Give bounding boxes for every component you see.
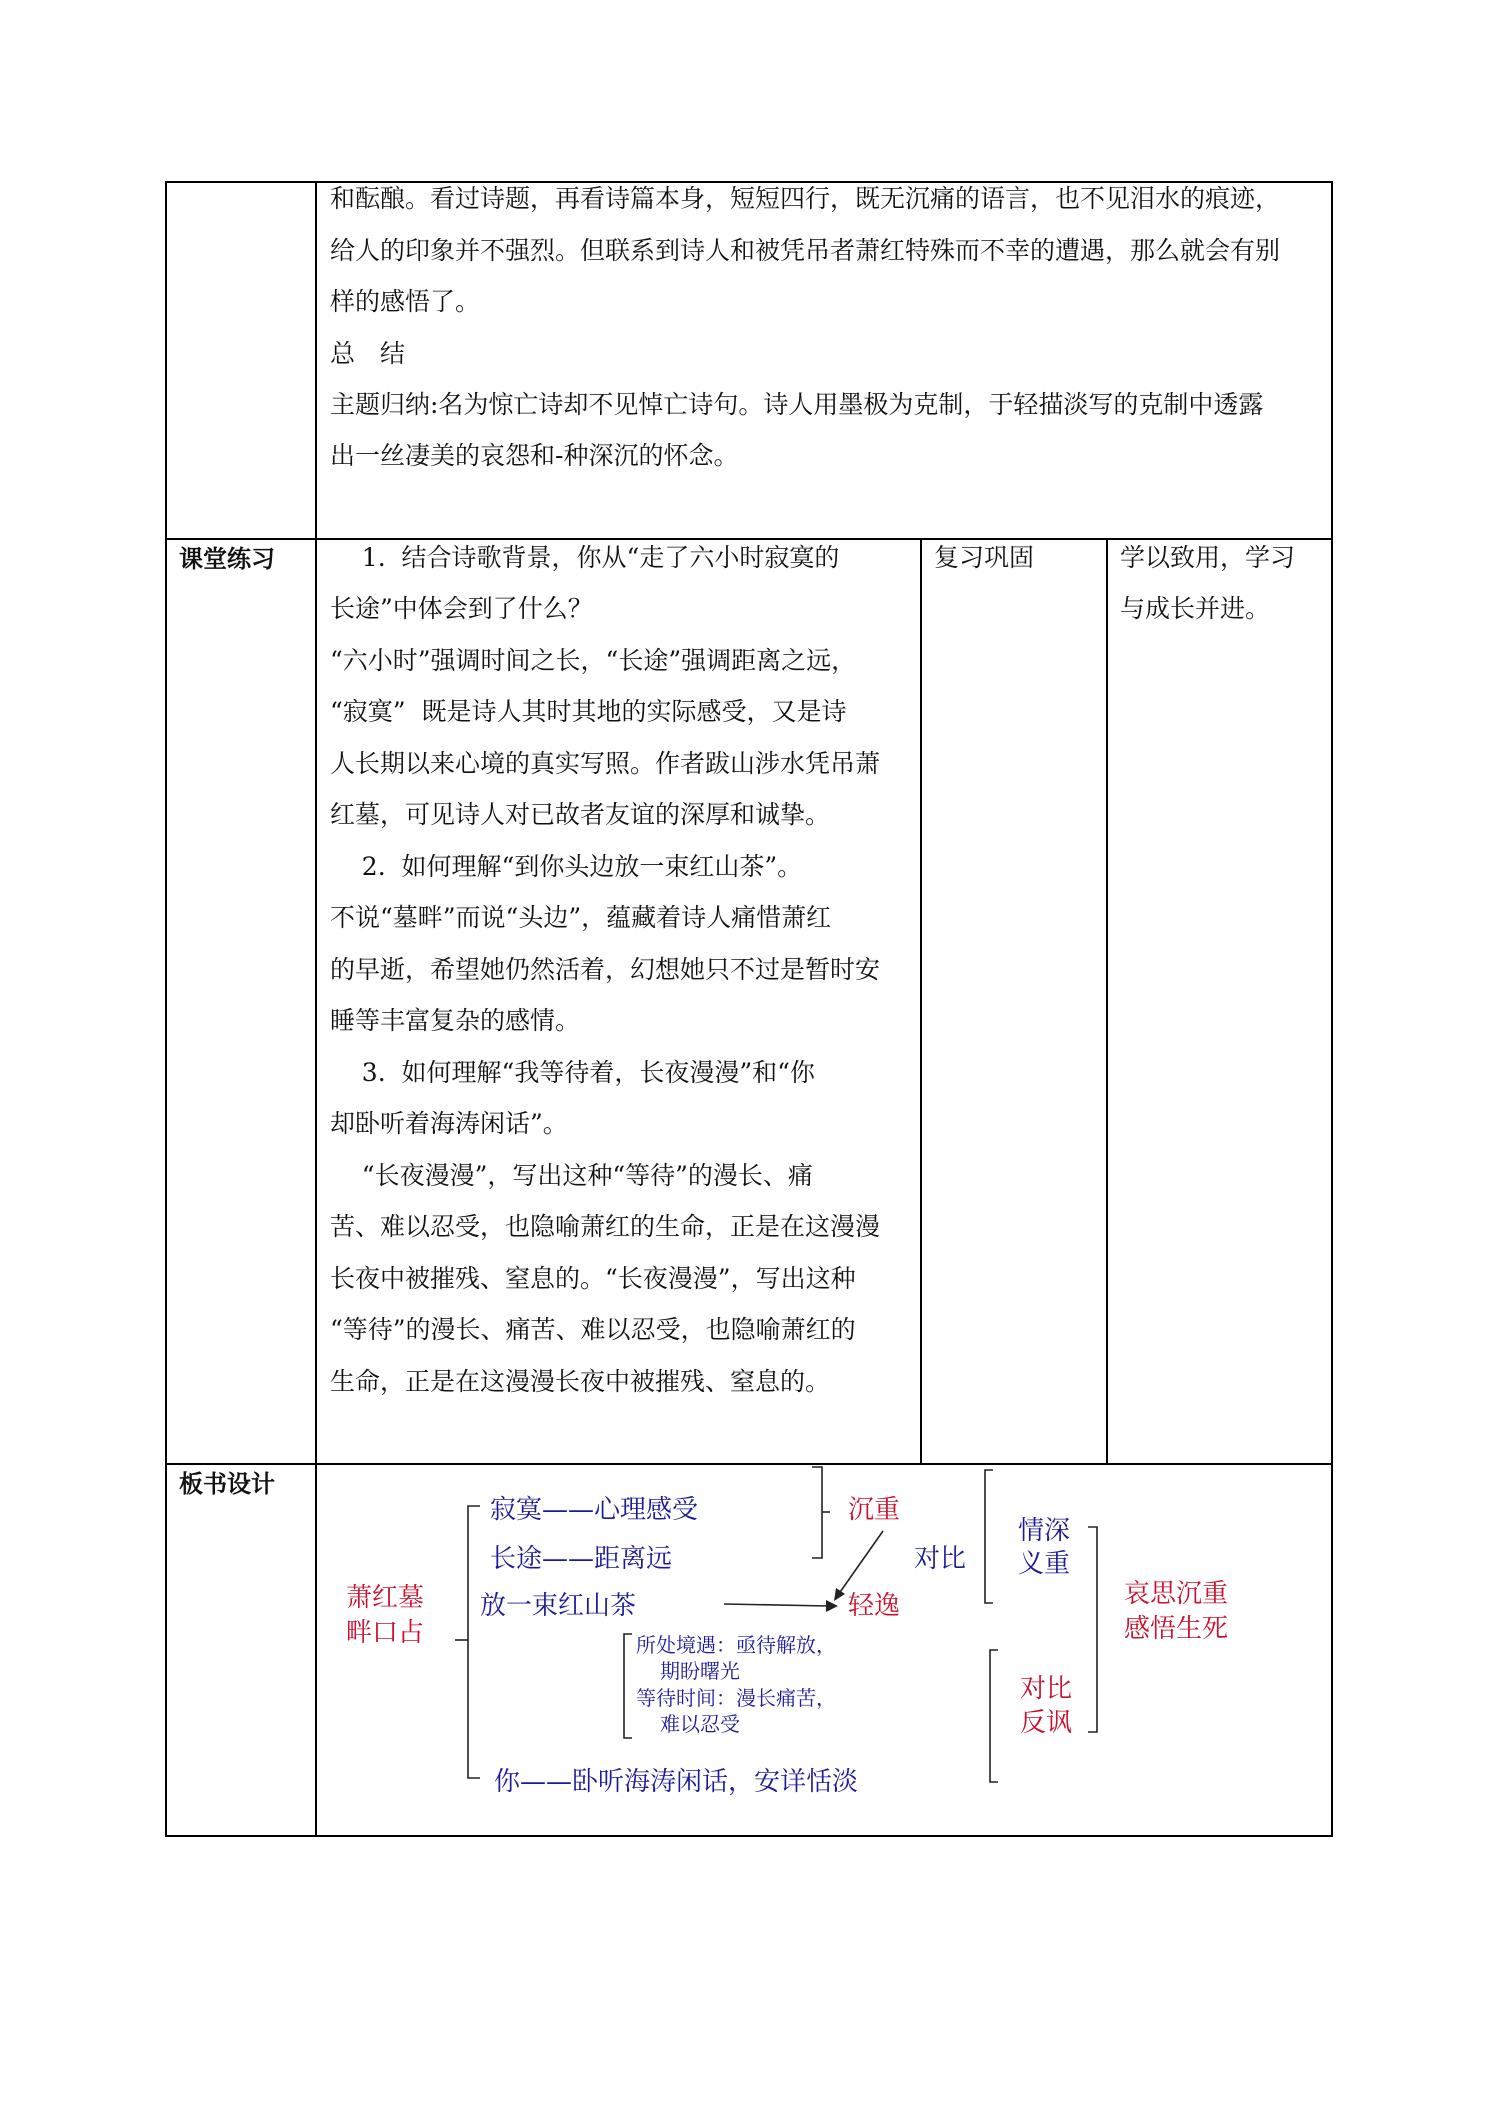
activity-text: 复习巩固 [934,543,1035,572]
board-row-camellia: 放一束红山茶 [480,1591,637,1621]
board-row-you: 你——卧听海涛闲话，安详恬淡 [494,1767,859,1797]
paragraph-line: 出一丝凄美的哀怨和-种深沉的怀念。 [330,441,739,470]
bracket-deep [985,1470,993,1603]
board-irony-line: 反讽 [1020,1708,1073,1738]
practice-line: 却卧听着海涛闲话”。 [330,1109,568,1138]
table-border-bottom [165,1835,1333,1837]
table-border-right [1331,181,1333,1837]
board-light: 轻逸 [848,1591,901,1621]
row-divider-board [165,1463,1333,1465]
board-deep-line: 情深 [1018,1516,1071,1546]
intent-line: 与成长并进。 [1120,594,1271,623]
paragraph-line: 和酝酿。看过诗题，再看诗篇本身，短短四行，既无沉痛的语言，也不见泪水的痕迹， [330,184,1281,213]
paragraph-line: 样的感悟了。 [330,287,481,316]
practice-line: 3. 如何理解“我等待着，长夜漫漫”和“你 [330,1058,815,1087]
practice-line: 苦、难以忍受，也隐喻萧红的生命，正是在这漫漫 [330,1212,881,1241]
paragraph-line: 主题归纳:名为惊亡诗却不见悼亡诗句。诗人用墨极为克制，于轻描淡写的克制中透露 [330,390,1264,419]
activity-column-divider [920,538,922,1465]
practice-label: 课堂练习 [179,545,275,573]
diagonal-arrow-head [834,1588,845,1601]
practice-line: “长夜漫漫”，写出这种“等待”的漫长、痛 [330,1161,813,1190]
arrow-head [826,1600,838,1612]
board-conclusion-line: 哀思沉重 [1124,1579,1229,1609]
bracket-conclusion [1088,1527,1097,1732]
paragraph-line: 给人的印象并不强烈。但联系到诗人和被凭吊者萧红特殊而不幸的遭遇，那么就会有别 [330,236,1281,265]
board-title-line: 畔口占 [346,1618,425,1648]
bracket-irony [990,1650,998,1782]
practice-line: 2. 如何理解“到你头边放一束红山茶”。 [330,852,803,881]
summary-heading: 总 结 [330,339,406,368]
board-sub-item: 等待时间：漫长痛苦， [636,1686,836,1710]
board-contrast: 对比 [914,1544,967,1574]
practice-line: “等待”的漫长、痛苦、难以忍受，也隐喻萧红的 [330,1315,856,1344]
practice-line: 的早逝，希望她仍然活着，幻想她只不过是暂时安 [330,955,881,984]
practice-line: 不说“墓畔”而说“头边”，蕴藏着诗人痛惜萧红 [330,903,832,932]
label-column-divider [315,181,317,1837]
board-title-line: 萧红墓 [346,1583,425,1613]
practice-line: 1. 结合诗歌背景，你从“走了六小时寂寞的 [330,543,840,572]
board-sub-item: 难以忍受 [660,1712,740,1736]
practice-line: “六小时”强调时间之长，“长途”强调距离之远， [330,646,857,675]
arrow-line [724,1604,828,1606]
sub-brace [624,1634,632,1738]
board-sub-item: 所处境遇：亟待解放， [636,1633,836,1657]
practice-line: 生命，正是在这漫漫长夜中被摧残、窒息的。 [330,1367,831,1396]
board-irony-line: 对比 [1020,1674,1073,1704]
board-row-loneliness: 寂寞——心理感受 [490,1495,699,1525]
intent-column-divider [1106,538,1108,1465]
practice-line: 长夜中被摧残、窒息的。“长夜漫漫”，写出这种 [330,1264,856,1293]
board-deep-line: 义重 [1018,1549,1071,1579]
practice-line: “寂寞” 既是诗人其时其地的实际感受，又是诗 [330,697,847,726]
board-label: 板书设计 [179,1470,275,1498]
board-row-journey: 长途——距离远 [490,1544,673,1574]
board-sub-item: 期盼曙光 [660,1659,740,1683]
table-border-left [165,181,167,1837]
intent-line: 学以致用，学习 [1120,543,1296,572]
bracket-rows [812,1467,822,1558]
main-brace [468,1506,480,1778]
board-heavy: 沉重 [848,1495,901,1525]
practice-line: 人长期以来心境的真实写照。作者跋山涉水凭吊萧 [330,749,881,778]
diagonal-line [838,1531,883,1595]
board-conclusion-line: 感悟生死 [1124,1614,1229,1644]
practice-line: 睡等丰富复杂的感情。 [330,1006,581,1035]
practice-line: 长途”中体会到了什么？ [330,594,593,623]
practice-line: 红墓，可见诗人对已故者友谊的深厚和诚挚。 [330,800,831,829]
